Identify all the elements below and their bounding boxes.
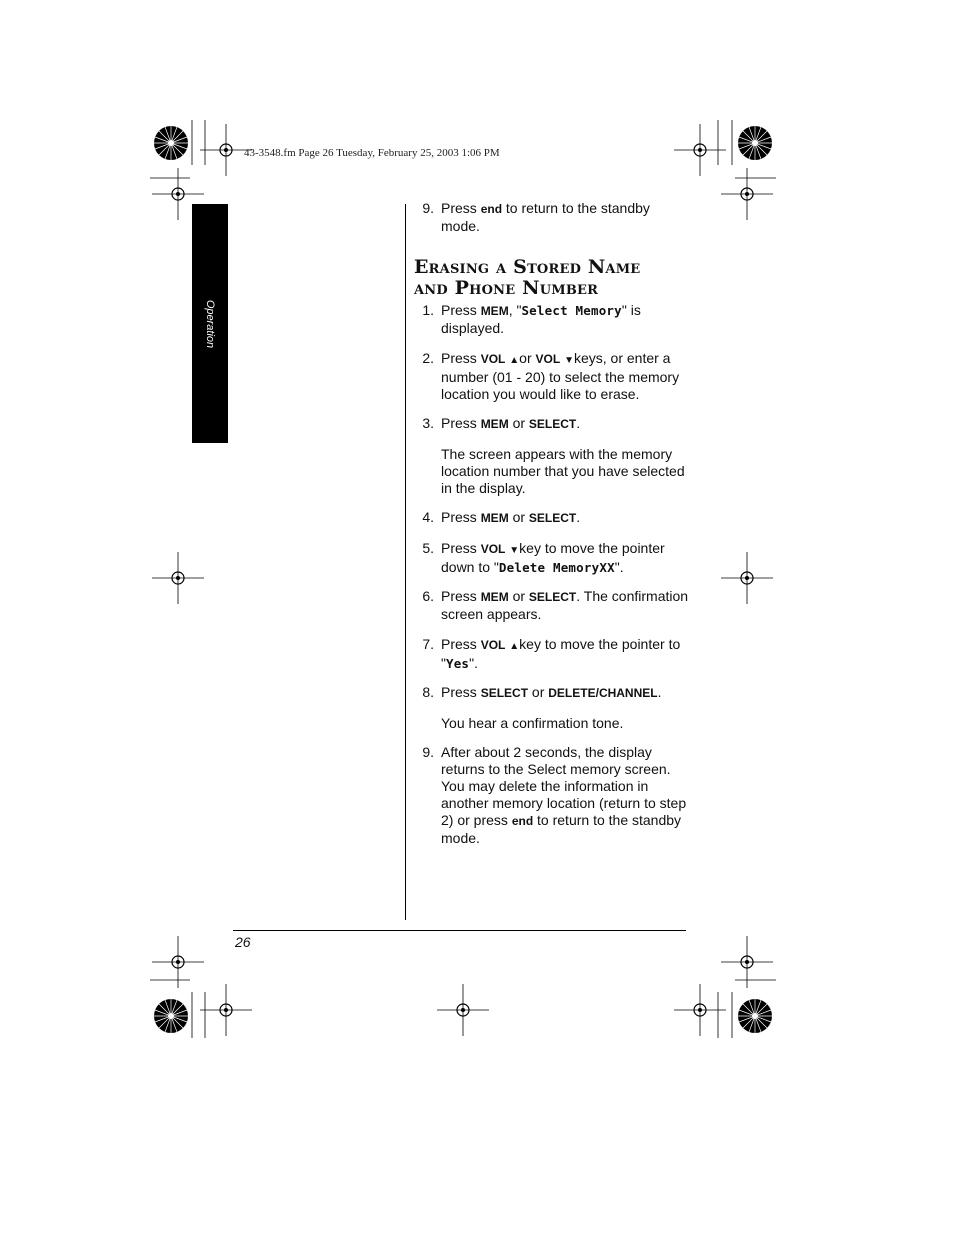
lcd-text: Select Memory (521, 303, 622, 318)
list-item: 9. Press end to return to the standby mode. (422, 200, 650, 234)
file-slug: 43-3548.fm Page 26 Tuesday, February 25, 2003 1:06 PM (244, 147, 500, 159)
list-item: 5. Press VOL ▼key to move the pointer down to "Delete MemoryXX". (422, 539, 665, 575)
list-item: 8. Press SELECT or DELETE/CHANNEL. (422, 684, 662, 700)
list-item: 1. Press MEM, "Select Memory" is displayed. (422, 302, 641, 336)
list-item: 6. Press MEM or SELECT. The confirmation screen appears. (422, 588, 689, 622)
column-divider (405, 204, 406, 920)
down-arrow-icon: ▼ (564, 354, 574, 366)
list-item: 4. Press MEM or SELECT. (422, 509, 581, 525)
note-text: The screen appears with the memory location number that you have selected in the display. (441, 445, 685, 496)
page-number: 26 (235, 934, 251, 950)
footer-rule (233, 930, 686, 931)
up-arrow-icon: ▲ (509, 354, 520, 366)
lcd-text: Delete MemoryXX (498, 559, 615, 575)
section-tab (192, 204, 228, 443)
down-arrow-icon: ▼ (509, 544, 520, 556)
list-item: 2. Press VOL ▲or VOL ▼keys, or enter a number (01 - 20) to select the memory location you would like to erase. (422, 349, 680, 402)
section-tab-label: Operation (204, 299, 216, 349)
section-heading: Erasing a Stored Name and Phone Number (414, 256, 641, 299)
note-text: You hear a confirmation tone. (441, 714, 624, 731)
up-arrow-icon: ▲ (509, 640, 520, 652)
main-column (414, 200, 689, 847)
lcd-text: Yes (445, 655, 470, 671)
list-item: 7. Press VOL ▲key to move the pointer to "Yes". (422, 635, 681, 671)
list-item: 9. After about 2 seconds, the display returns to the Select memory screen. You may delete the information in another memory location (return to step 2) or press end to return to the standby mode. (422, 744, 687, 846)
list-item: 3. Press MEM or SELECT. (422, 415, 581, 431)
